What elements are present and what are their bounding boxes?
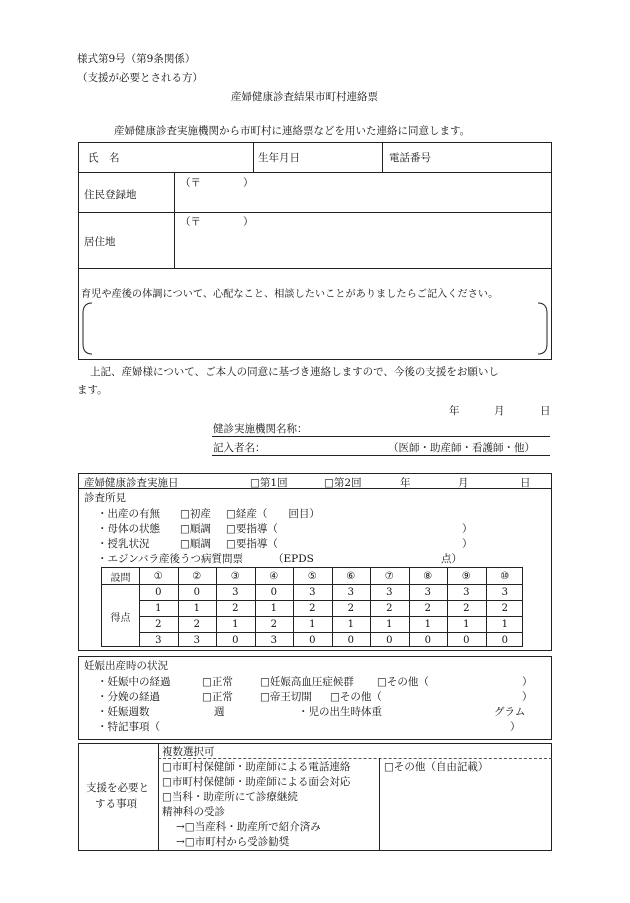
epds-question: ② [192, 570, 202, 582]
epds-score-cell[interactable]: 1 [270, 602, 277, 614]
delivery-close: ） [522, 691, 533, 703]
statement-line-1: 上記、産婦様について、ご本人の同意に基づき連絡しますので、今後の支援をお願いし [90, 366, 499, 378]
epds-question: ⑧ [423, 570, 433, 582]
findings-label: 診査所見 [84, 492, 126, 504]
epds-score-cell[interactable]: 2 [232, 602, 239, 614]
delivery-course-label: ・分娩の経過 [97, 691, 160, 703]
concerns-bracket [80, 301, 550, 356]
exam-day: 日 [520, 477, 531, 489]
epds-score-cell[interactable]: 0 [501, 634, 508, 646]
residence-label: 居住地 [84, 236, 116, 248]
epds-score-cell[interactable]: 1 [193, 602, 200, 614]
epds-score-cell[interactable]: 0 [270, 586, 277, 598]
epds-score-cell[interactable]: 2 [424, 602, 431, 614]
epds-score-cell[interactable]: 0 [155, 586, 162, 598]
epds-score-cell[interactable]: 0 [424, 634, 431, 646]
delivery-normal-checkbox[interactable]: □正常 [202, 691, 233, 703]
postal-mark-registered: （〒 ） [180, 177, 254, 189]
epds-score-cell[interactable]: 3 [347, 586, 354, 598]
birth-history-label: ・出産の有無 [97, 508, 160, 520]
writer-label: 記入者名： [213, 442, 266, 454]
course-close: ） [522, 676, 533, 688]
epds-label: ・エジンバラ産後うつ病質問票 [97, 553, 244, 565]
course-other-checkbox[interactable]: □その他（ [377, 676, 429, 688]
maternal-normal-checkbox[interactable]: □順調 [180, 523, 211, 535]
epds-score-cell[interactable]: 3 [501, 586, 508, 598]
epds-score-cell[interactable]: 2 [155, 618, 162, 630]
epds-score-cell[interactable]: 2 [193, 618, 200, 630]
epds-score-cell[interactable]: 1 [232, 618, 239, 630]
epds-score-cell[interactable]: 1 [309, 618, 316, 630]
epds-score-cell[interactable]: 2 [463, 602, 470, 614]
postal-mark-residence: （〒 ） [180, 216, 254, 228]
epds-question: ⑤ [307, 570, 317, 582]
exam-date-label: 産婦健康診査実施日 [84, 477, 179, 489]
birth-weight-label: ・児の出生時体重 [298, 706, 382, 718]
epds-score-cell[interactable]: 1 [501, 618, 508, 630]
epds-score-cell[interactable]: 3 [155, 634, 162, 646]
special-notes-label: ・特記事項（ [97, 721, 160, 733]
gestation-weeks-label: ・妊娠週数 [97, 706, 150, 718]
pregnancy-label: 妊娠出産時の状況 [84, 660, 168, 672]
phone-contact-checkbox[interactable]: □市町村保健師・助産師による電話連絡 [162, 761, 351, 773]
epds-score-cell[interactable]: 3 [386, 586, 393, 598]
consent-text: 産婦健康診査実施機関から市町村に連絡票などを用いた連絡に同意します。 [114, 125, 471, 137]
concerns-prompt: 育児や産後の体調について、心配なこと、相談したいことがありましたらご記入ください。 [81, 289, 499, 300]
date-month: 月 [494, 405, 505, 417]
special-notes-close: ） [510, 721, 521, 733]
epds-score-cell[interactable]: 0 [347, 634, 354, 646]
weeks-unit: 週 [214, 706, 225, 718]
visit-checkbox[interactable]: □市町村保健師・助産師による面会対応 [162, 776, 351, 788]
epds-score-cell[interactable]: 0 [193, 586, 200, 598]
delivery-other-checkbox[interactable]: □その他（ [330, 691, 382, 703]
epds-score-cell[interactable]: 2 [270, 618, 277, 630]
epds-score-cell[interactable]: 2 [501, 602, 508, 614]
epds-score-cell[interactable]: 1 [463, 618, 470, 630]
epds-score-cell[interactable]: 3 [309, 586, 316, 598]
continue-care-checkbox[interactable]: □当科・助産所にて診療継続 [162, 791, 298, 803]
birthdate-label: 生年月日 [258, 152, 300, 164]
exam-year: 年 [400, 477, 411, 489]
writer-role: （医師・助産師・看護師・他） [388, 442, 535, 454]
epds-score-cell[interactable]: 3 [424, 586, 431, 598]
epds-code: （EPDS [273, 553, 314, 565]
registered-address-label: 住民登録地 [84, 189, 137, 201]
epds-question: ③ [230, 570, 240, 582]
epds-score-cell[interactable]: 0 [232, 634, 239, 646]
epds-score-label: 得点 [110, 612, 131, 624]
epds-score-cell[interactable]: 1 [424, 618, 431, 630]
referred-checkbox[interactable]: →□当産科・助産所で紹介済み [176, 821, 321, 833]
feeding-normal-checkbox[interactable]: □順調 [180, 538, 211, 550]
epds-score-cell[interactable]: 3 [463, 586, 470, 598]
epds-question-header: 設問 [110, 572, 131, 584]
statement-line-2: ます。 [77, 384, 108, 396]
epds-question: ④ [269, 570, 279, 582]
form-number: 様式第9号（第9条関係） [77, 53, 196, 65]
epds-score-cell[interactable]: 0 [309, 634, 316, 646]
multiple-choice-note: 複数選択可 [162, 746, 215, 758]
epds-score-cell[interactable]: 2 [386, 602, 393, 614]
form-subtitle: （支援が必要とされる方） [77, 72, 203, 84]
primipara-checkbox[interactable]: □初産 [180, 508, 211, 520]
exam-month: 月 [458, 477, 469, 489]
epds-score-cell[interactable]: 1 [155, 602, 162, 614]
maternal-guidance-checkbox[interactable]: □要指導（ [226, 523, 278, 535]
maternal-close: ） [462, 523, 473, 535]
epds-score-table [101, 567, 523, 647]
epds-score-cell[interactable]: 1 [386, 618, 393, 630]
epds-question: ⑥ [346, 570, 356, 582]
delivery-cesarean-checkbox[interactable]: □帝王切開 [260, 691, 312, 703]
epds-score-cell[interactable]: 3 [193, 634, 200, 646]
course-hypertension-checkbox[interactable]: □妊娠高血圧症候群 [260, 676, 354, 688]
epds-score-cell[interactable]: 0 [463, 634, 470, 646]
other-free-checkbox[interactable]: □その他（自由記載） [384, 761, 489, 773]
gram-unit: グラム [494, 706, 526, 718]
support-label-line1: 支援を必要と [86, 782, 149, 794]
date-day: 日 [540, 405, 551, 417]
epds-question: ⑦ [384, 570, 394, 582]
pregnancy-course-label: ・妊娠中の経過 [97, 676, 171, 688]
page-title: 産婦健康診査結果市町村連絡票 [231, 91, 378, 103]
exam-second-checkbox[interactable]: □第2回 [324, 477, 362, 489]
epds-score-cell[interactable]: 0 [386, 634, 393, 646]
phone-label: 電話番号 [389, 152, 431, 164]
name-label: 氏 名 [88, 152, 120, 164]
municipal-recommend-checkbox[interactable]: →□市町村から受診勧奨 [176, 836, 290, 848]
psychiatry-label: 精神科の受診 [162, 806, 225, 818]
epds-score-cell[interactable]: 3 [270, 634, 277, 646]
epds-score-cell[interactable]: 3 [232, 586, 239, 598]
feeding-close: ） [462, 538, 473, 550]
epds-question: ① [153, 570, 163, 582]
support-label-line2: する事項 [95, 798, 137, 810]
epds-question: ⑨ [461, 570, 471, 582]
multipara-checkbox[interactable]: □経産（ 回目） [226, 508, 320, 520]
maternal-state-label: ・母体の状態 [97, 523, 160, 535]
epds-question: ⑩ [500, 570, 510, 582]
feeding-label: ・授乳状況 [97, 538, 150, 550]
course-normal-checkbox[interactable]: □正常 [202, 676, 233, 688]
exam-first-checkbox[interactable]: □第1回 [250, 477, 288, 489]
epds-score-cell[interactable]: 2 [309, 602, 316, 614]
epds-unit: 点） [441, 553, 462, 565]
feeding-guidance-checkbox[interactable]: □要指導（ [226, 538, 278, 550]
date-year: 年 [449, 405, 460, 417]
epds-score-cell[interactable]: 1 [347, 618, 354, 630]
institution-label: 健診実施機関名称： [213, 423, 308, 435]
epds-score-cell[interactable]: 2 [347, 602, 354, 614]
